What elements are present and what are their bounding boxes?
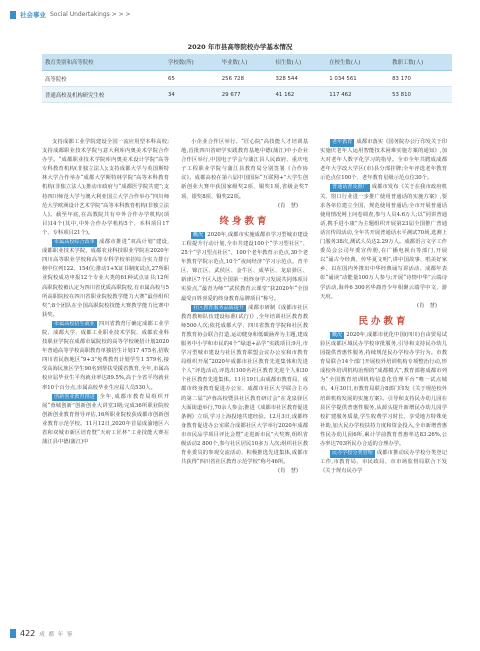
author-credit: (肖 慧) <box>277 468 298 475</box>
paragraph-text: 成都市发布《关于在我市政府机关、窗口行业进一步推广使用普通话的实施方案》,要求各单位建立全国、规范使用普通话;全市开展普通话使用情况网上问卷调查,参与人员4.6万人;以“同讲普通话,携手进小康”为主题组织开展第23届全国推广普通话宣传周活动,全年共开展普通话水平测试70场,选测上门服务38次,测试人员达2.29万人。成都语言文字工作委员会公司年委宣传册,在广播电视台等部门,开展以“诵古今经典、传华夏文明”,讲中国故事、唱美好家乡、以在国内外推出中华经典诵写讲活动、成都年表彰“诵读”动能量100万人参与;开展“诗情中华”云端诗学活动,海外6 300名华裔青少年相聚云端学中文、游天府。 <box>320 184 447 300</box>
paragraph-private-overview <box>320 331 447 449</box>
section-tag: 市属高校综合改革 <box>54 239 95 246</box>
table-cell: 117 462 <box>326 87 389 103</box>
author-credit: (肖 慧) <box>277 202 298 209</box>
table-row <box>42 71 452 87</box>
paragraph-text: 四川省教育厅确定成都工业学院、成都大学、成都工业职业技术学院、成都农业科技职业学院在成都市属院校的高等学校统招计划2020年普通高等学校高职教育单独招生计划17 475名,招收四川省民族地区“9+3”免费教育计划学生1 579名,接受高海民族区学生90名到帮扶受援省教育,全年,市属高校应届毕业生平均就业率达89.5%,高于全省平均就业率10个百分点,市属高校毕业生应届人员530人。 <box>42 320 169 391</box>
table-header: 教职工数(人) <box>389 54 452 71</box>
header-square-icon <box>10 11 16 19</box>
header-subtitle: Social Undertakings > > > <box>50 11 131 18</box>
paragraph-text: 成都市推进“双高计划”建设,成都职业技术学院、成都农业科技职业学院在2020年四川高等职业学校和高等专科学校单招综合实力排行榜中位列122、154位;推动1+X证书制度试点,27所职业院校成功申报12个专业大类的61种试点证书;12所高职院校被认定为四川省优质高职院校,有市属高校与5所高职院校在四川省职业院校教学能力大赛“最佳组织奖”;8个团队在全国高职院校技能大赛教学能力比赛中获奖。 <box>42 239 169 318</box>
table-cell: 65 <box>165 71 219 87</box>
stats-table <box>42 54 452 103</box>
paragraph-overview <box>181 231 308 304</box>
author-credit: (肖 慧) <box>416 302 437 309</box>
table-header: 招生数(人) <box>273 54 327 71</box>
page-footer <box>10 629 74 638</box>
continued-paragraph: 小企业合作区举行。“匠心院”高技能人才培训基地,首批四川省研学实践教育基地中德(蒲江)中小企业合作区举行,中国电子学会与蒲江县人民政府、重庆电子工程职业学院与蒲江县教育局分别签署《合作协议》。成都高校在第六届中国国际“互联网+”大学生创新创业大赛中获国家级奖2项、铜奖1项,省级金奖7项、银奖8项、铜奖22项。 <box>181 139 308 200</box>
table-cell: 83 170 <box>389 71 452 87</box>
table-header: 毕业数(人) <box>219 54 273 71</box>
column-2 <box>181 138 308 476</box>
section-tag: 创新创业教育推进 <box>54 393 95 400</box>
running-header <box>10 10 131 19</box>
paragraph-higher-ed-reform <box>42 238 169 320</box>
table-header: 学校数(所) <box>165 54 219 71</box>
table-cell: 256 728 <box>219 71 273 87</box>
yearbook-title: 成 都 年 鉴 <box>39 631 74 638</box>
table-cell: 1 034 561 <box>326 71 389 87</box>
paragraph-classification <box>320 449 447 476</box>
section-tag: 普通话普及推广 <box>332 184 368 191</box>
column-1 <box>42 138 169 447</box>
section-tag: 民办学校分类管理 <box>332 450 373 457</box>
section-heading-private: 民办教育 <box>358 315 409 327</box>
paragraph-mandarin <box>320 183 447 301</box>
table-cell: 328 544 <box>273 71 327 87</box>
table-header-row <box>42 54 452 71</box>
column-3 <box>320 138 447 476</box>
table-header: 在校生数(人) <box>326 54 389 71</box>
section-heading-lifelong: 终身教育 <box>219 215 270 227</box>
paragraph-text: 成都市研制《成都市社区教育教师队伍建设标准(试行)》,全年培训社区教育教师500人次;依托成都大学、四川省教育学院和社区教育教育协会联合打造,运动健身和低碳涵养为主题,建成服务中小学和市民的4个“绿道+品学”实践项目;9月,市学习型城市建设与社区教育联盟会议办公室和市教育局组织开展“2020年成都市社区教育先进集体和先进个人”评选活动,评选出100名社区教育先进个人和30个社区教育先进集体。11月19日,由成都市教育局、成都市终身教育促进办公室、成都市社区大学联合主办的第二届“泸蓉高校暨县社区教育研讨会”在龙泉驿区大面街道举行,70余人参会;推进《成都市社区教育促进条例》立项,学习上海投地共建经验。12月3日,成都终身教育促进办公室联合成都社区大学举行2020年成都市市民品学项目评比会暨“走进新市民”大奖赛,组织省级活动2 800个,参与社区居民10多万人次;组织社区教育业委员的参观交流活动、积极推选先进集体,成都市共获得“四川省社区教育示范学校”称号46所。 <box>181 304 308 466</box>
section-tag: 社区教育服务品质提升 <box>193 304 244 311</box>
intro-paragraph: 支持成都工业学院建设全国一流应用型本科高校;支持成都职业技术学院与意大利库内奥美术学院合作办学。“成都职业技术学院库内奥美术设计学院”高等专科教育机构(非独立法人);支持成都大学与英国斯特林大学合作举办“成都大学斯特林学院”高等本科教育机构(非独立法人);推动市政府与“成都医学院共建”;支持四川师范大学与澳大利亚国立大学合作举办“四川师范大学欧洲设计艺术学院”高等本科教育机构(非独立法人)。截至年底,在高教院共有中外合作办学机构(项目)14个(其中,中外合作办学机构5个、本科项目17个、专科项目21个)。 <box>42 139 169 236</box>
table-cell: 普通高校及机构研究生校 <box>42 87 165 103</box>
section-tag: 市属高校招生就业 <box>54 320 95 327</box>
table-cell: 34 <box>165 87 219 103</box>
paragraph-text: 成都市落实《国务院办公厅印发关于印实施庆老年人运用智能技术困难实施方案的通知》,加大对老年人数字化学习的指导。全市全年共聘成成都老年大学改大学区(市)县分部挂牌;全年评选老年教育示范点位100个、老年教育星级示范点位30个。 <box>320 139 447 182</box>
section-tag: 概况 <box>332 331 343 338</box>
paragraph-community <box>181 304 308 468</box>
paragraph-text: 2020年,成都市实施成都市学习型城市建设工程提升行动计划,全市共建设100个“学习型社区”、25个“学习型点社区”、100个老年教育示范点,30个老年教育学院示范点,10个“夜间经济”学习示范点。青羊区、锦江区、武侯区、金牛区、成华区、龙泉驿区、新津区7个区入选全国第一批终身学习发展共同体项目实验点,“最青为师”“武侯教育云课堂”获2020年“全国最受百姓喜爱的终身教育品牌项目”称号。 <box>181 231 308 302</box>
paragraph-text: 全年,成都市教育局组织开展“蓉城创新”创新创业大讲堂3期;完成36所职业院校创新创业教育督导评估,16所职业院校获成都市创新创业教育示范学校。11月12日,2020年首届成渝地区六省和双城市新区培育暨“天府工匠杯”工业技能大赛在蒲江县中德(蒲江)中 <box>42 393 169 446</box>
table-cell: 53 810 <box>389 87 452 103</box>
table-title: 2020 年市县高等院校办学基本情况 <box>187 43 293 51</box>
paragraph-innovation <box>42 393 169 448</box>
footer-square-icon <box>10 629 16 638</box>
table-cell: 41 162 <box>273 87 327 103</box>
page-number: 422 <box>20 629 36 638</box>
paragraph-admission-employment <box>42 320 169 393</box>
paragraph-elder-education <box>320 138 447 183</box>
table-header: 教育类别和高等院校 <box>42 54 165 71</box>
paragraph-text: 成都市推动民办学校分类登记工作,市教育局、市民政局、市市场监督局联合下发《关于规有民办学 <box>320 450 447 475</box>
section-tag: 概况 <box>193 231 204 238</box>
section-tag: 老年教育 <box>332 139 353 145</box>
table-cell: 高等院校 <box>42 71 165 87</box>
table-row <box>42 87 452 103</box>
paragraph-text: 2020年,成都市优化中国(四川)自由贸易试验区成都区域民办学校审批服务,引导和支持民办幼儿园提供普惠性服务,持续规范民办学校办学行为。市教育局联合14个部门开展校外培训机构专项整治行动,形成校外培训机构治理的“成都模式”,教育部将成都市列为“全国教育培训机构信息化管理平台”唯一试点城市。4月30日,市教育局联合8部门印发《关于规范校外培训机构发展的实施方案》。引导和支持民办幼儿园在县区学提供普惠性服务,从源头提升新增民办幼儿园学校扩建服务质量,学生收费学习时长、享受地方特殊免补助,加大民办学校扶持力度和资金投入,全市新增普惠性民办幼儿园6所,累计学前教育普惠率达83.26%,公办率达703所民办合适的合理办学。 <box>320 331 447 447</box>
header-section: 社会事业 <box>20 11 46 19</box>
table-cell: 29 677 <box>219 87 273 103</box>
